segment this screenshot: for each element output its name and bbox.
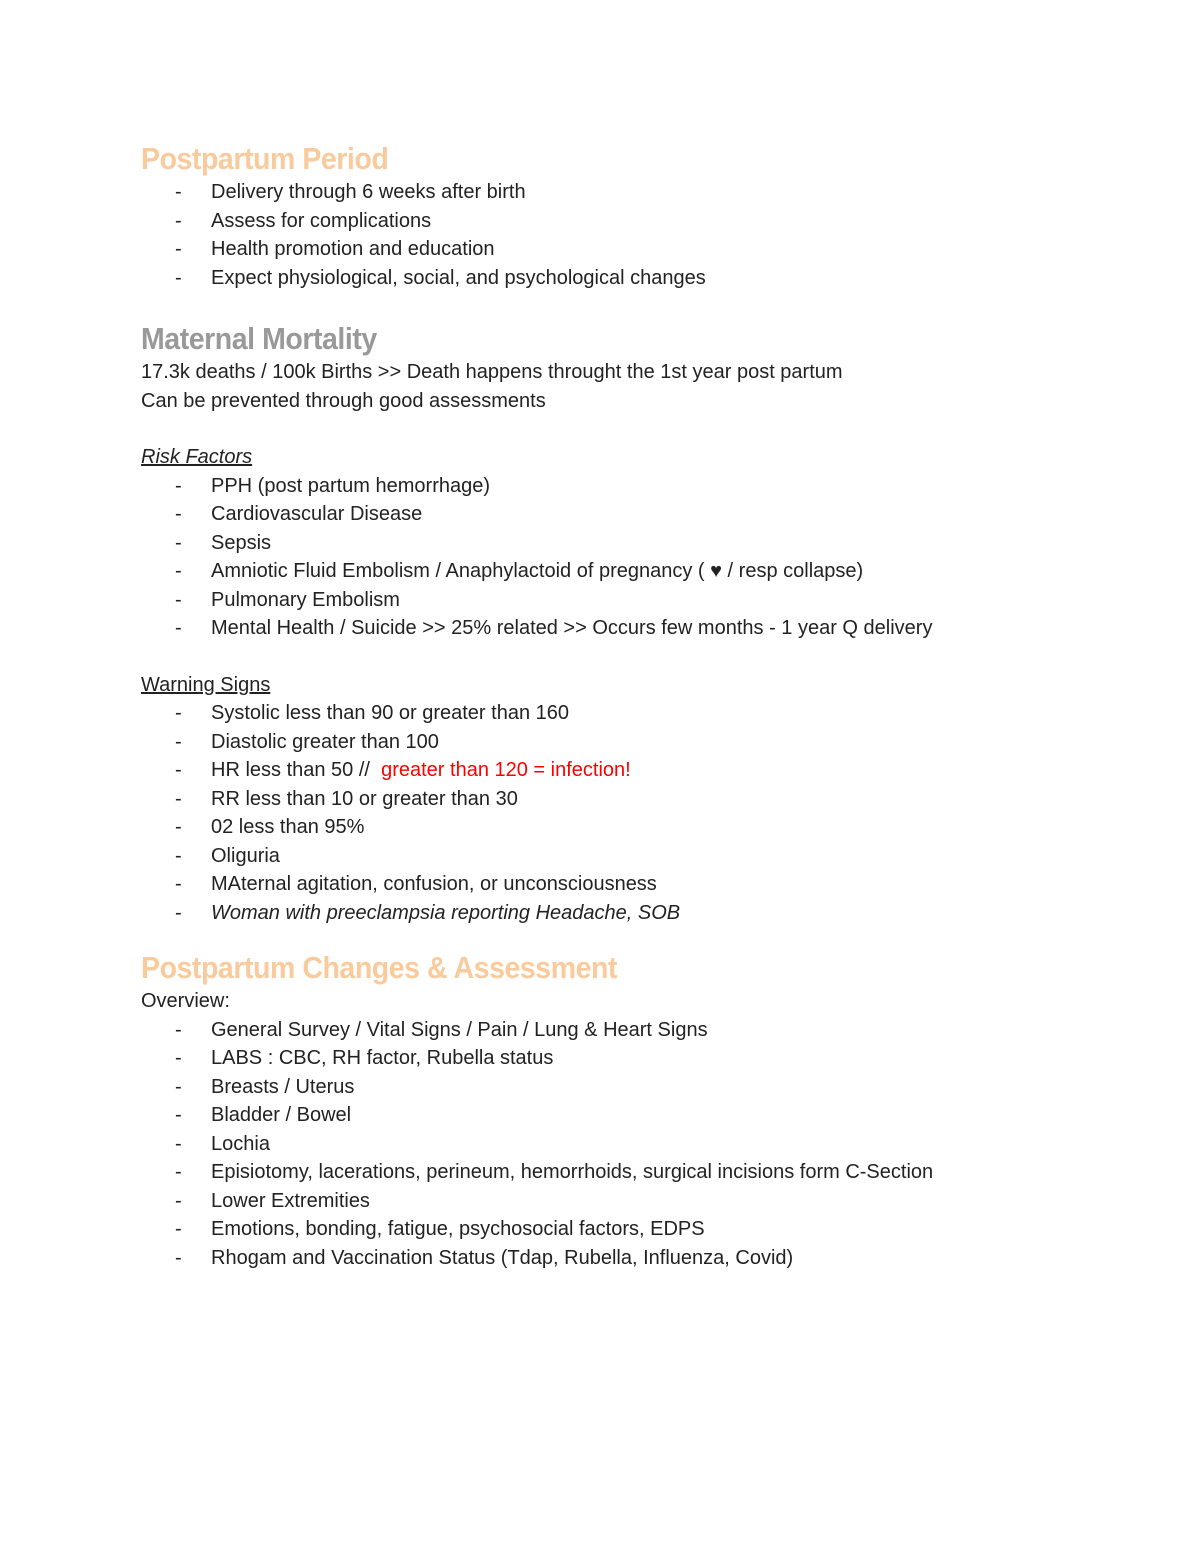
list-item xyxy=(141,842,1101,871)
list-item-text: RR less than 10 or greater than 30 xyxy=(211,787,518,810)
dash-bullet: - xyxy=(175,266,182,289)
dash-bullet: - xyxy=(175,1189,182,1212)
list-item-text: Lochia xyxy=(211,1132,270,1155)
overview-label: Overview: xyxy=(141,990,230,1012)
list-item xyxy=(141,1215,1101,1244)
list-item xyxy=(141,235,1101,264)
dash-bullet: - xyxy=(175,1075,182,1098)
list-item xyxy=(141,614,1101,643)
list-item-text: Lower Extremities xyxy=(211,1189,370,1212)
list-item-text: Episiotomy, lacerations, perineum, hemorrhoids, surgical incisions form C-Section xyxy=(211,1161,934,1183)
dash-bullet: - xyxy=(175,1104,182,1126)
list-item-text: Amniotic Fluid Embolism / Anaphylactoid of pregnancy ( ♥ / resp collapse) xyxy=(211,560,864,582)
dash-bullet: - xyxy=(175,588,182,611)
list-item-text: Pulmonary Embolism xyxy=(211,588,400,611)
list-item-text: Oliguria xyxy=(211,844,280,867)
mortality-prevention-line: Can be prevented through good assessments xyxy=(141,389,546,412)
list-item xyxy=(141,500,1101,529)
dash-bullet: - xyxy=(175,1018,182,1041)
list-item xyxy=(141,756,1101,785)
subheading-warning-signs: Warning Signs xyxy=(141,673,271,696)
heading-postpartum-changes-assessment: Postpartum Changes & Assessment xyxy=(141,950,617,985)
list-item-text: Rhogam and Vaccination Status (Tdap, Rubella, Influenza, Covid) xyxy=(211,1246,794,1269)
dash-bullet: - xyxy=(175,238,182,260)
dash-bullet: - xyxy=(175,560,182,582)
list-item xyxy=(141,529,1101,558)
heading-maternal-mortality: Maternal Mortality xyxy=(141,321,377,356)
dash-bullet: - xyxy=(175,873,182,895)
dash-bullet: - xyxy=(175,1047,182,1069)
list-item xyxy=(141,1101,1101,1130)
dash-bullet: - xyxy=(175,901,182,924)
list-item-text: Delivery through 6 weeks after birth xyxy=(211,181,526,203)
list-item-text: Health promotion and education xyxy=(211,238,495,260)
list-item-text: Breasts / Uterus xyxy=(211,1075,355,1098)
list-item-text: Woman with preeclampsia reporting Headache, SOB xyxy=(211,901,681,924)
list-item-text: Emotions, bonding, fatigue, psychosocial factors, EDPS xyxy=(211,1218,705,1240)
list-item xyxy=(141,899,1101,928)
list-item xyxy=(141,1044,1101,1073)
list-item-text: Cardiovascular Disease xyxy=(211,503,423,525)
list-item xyxy=(141,785,1101,814)
list-item-text: HR less than 50 // xyxy=(211,759,370,781)
list-item xyxy=(141,264,1101,293)
list-item-text: Systolic less than 90 or greater than 160 xyxy=(211,702,569,724)
dash-bullet: - xyxy=(175,531,182,554)
infection-highlight: greater than 120 = infection! xyxy=(381,759,631,781)
dash-bullet: - xyxy=(175,209,182,232)
list-item xyxy=(141,813,1101,842)
dash-bullet: - xyxy=(175,181,182,203)
heading-postpartum-period: Postpartum Period xyxy=(141,141,389,176)
list-item xyxy=(141,1016,1101,1045)
list-item xyxy=(141,586,1101,615)
document-page xyxy=(141,140,1101,1272)
dash-bullet: - xyxy=(175,617,182,639)
list-item-text: Sepsis xyxy=(211,531,272,554)
dash-bullet: - xyxy=(175,787,182,810)
dash-bullet: - xyxy=(175,1161,182,1183)
subheading-risk-factors: Risk Factors xyxy=(141,446,253,468)
dash-bullet: - xyxy=(175,816,182,838)
warning-signs-list xyxy=(141,699,1101,927)
dash-bullet: - xyxy=(175,1132,182,1155)
list-item xyxy=(141,1130,1101,1159)
dash-bullet: - xyxy=(175,503,182,525)
list-item xyxy=(141,1187,1101,1216)
list-item-text: General Survey / Vital Signs / Pain / Lung & Heart Signs xyxy=(211,1018,708,1041)
list-item xyxy=(141,870,1101,899)
list-item-text: Bladder / Bowel xyxy=(211,1104,352,1126)
dash-bullet: - xyxy=(175,1218,182,1240)
list-item-text: Expect physiological, social, and psychological changes xyxy=(211,266,706,289)
list-item-text: Mental Health / Suicide >> 25% related >> Occurs few months - 1 year Q delivery xyxy=(211,617,933,639)
dash-bullet: - xyxy=(175,759,182,781)
dash-bullet: - xyxy=(175,844,182,867)
dash-bullet: - xyxy=(175,1246,182,1269)
list-item-text: Assess for complications xyxy=(211,209,432,232)
list-item xyxy=(141,699,1101,728)
list-item xyxy=(141,1073,1101,1102)
list-item-text: LABS : CBC, RH factor, Rubella status xyxy=(211,1047,554,1069)
dash-bullet: - xyxy=(175,474,182,497)
list-item-text: Diastolic greater than 100 xyxy=(211,730,439,753)
assessment-list xyxy=(141,1016,1101,1273)
list-item-text: 02 less than 95% xyxy=(211,816,365,838)
list-item-text: PPH (post partum hemorrhage) xyxy=(211,474,491,497)
list-item xyxy=(141,557,1101,586)
list-item xyxy=(141,1158,1101,1187)
list-item xyxy=(141,207,1101,236)
mortality-stat-line: 17.3k deaths / 100k Births >> Death happens throught the 1st year post partum xyxy=(141,361,843,383)
postpartum-period-list xyxy=(141,178,1101,292)
list-item xyxy=(141,472,1101,501)
list-item xyxy=(141,1244,1101,1273)
list-item xyxy=(141,728,1101,757)
risk-factors-list xyxy=(141,472,1101,643)
dash-bullet: - xyxy=(175,730,182,753)
list-item xyxy=(141,178,1101,207)
dash-bullet: - xyxy=(175,702,182,724)
list-item-text: MAternal agitation, confusion, or unconsciousness xyxy=(211,873,657,895)
